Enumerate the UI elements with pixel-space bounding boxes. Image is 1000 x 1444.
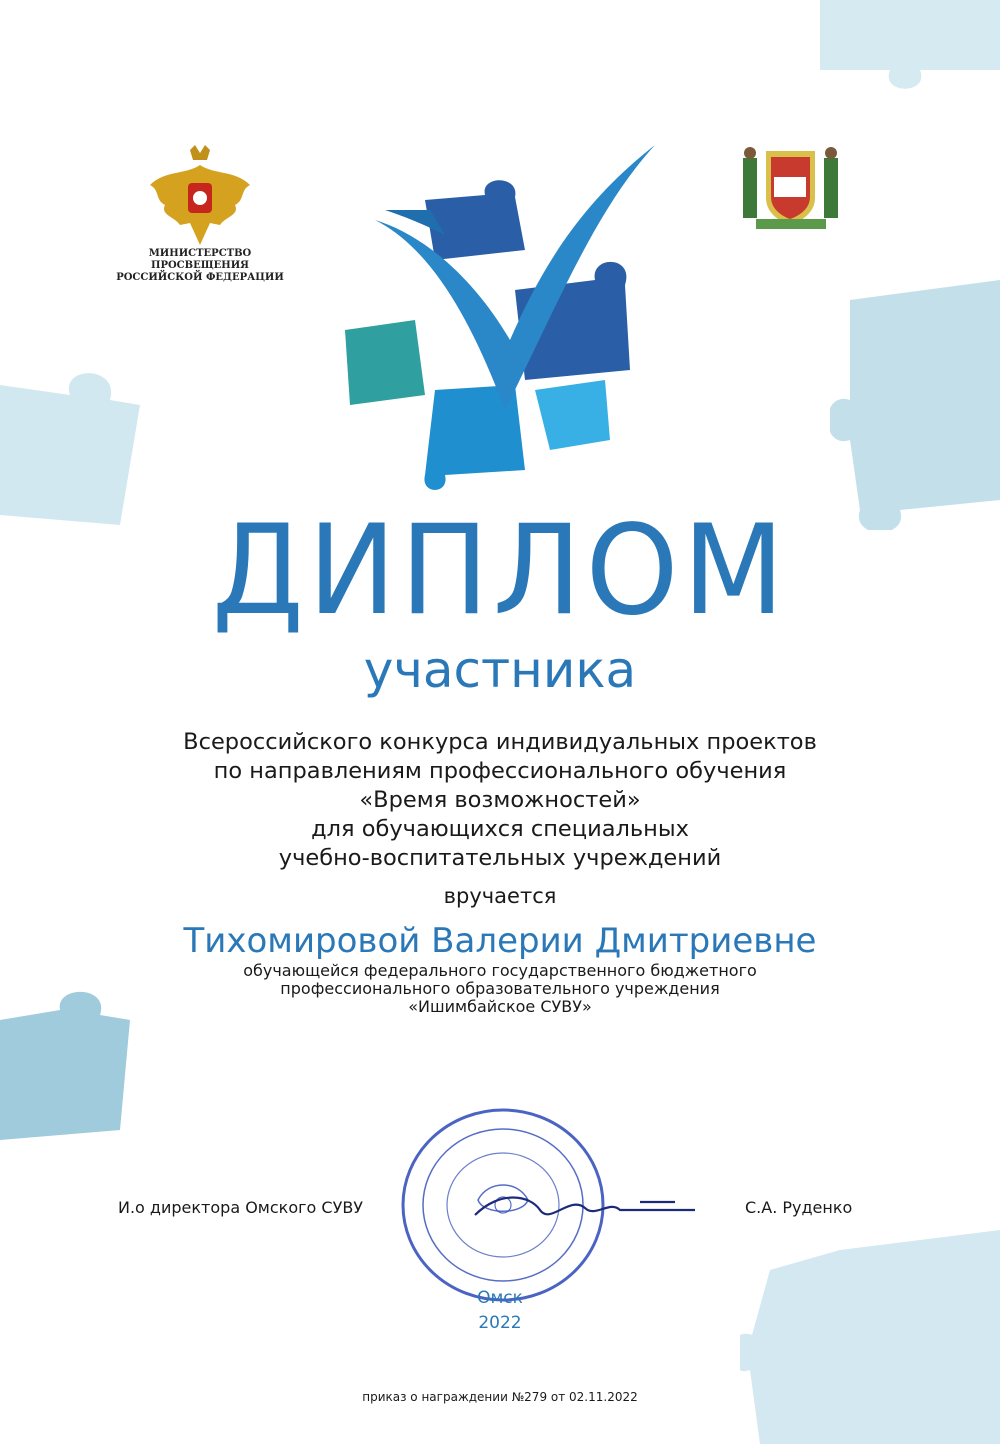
director-signature bbox=[470, 1180, 700, 1240]
omsk-coat-of-arms-icon bbox=[738, 143, 843, 233]
institution-line: обучающейся федерального государственного бюджетного bbox=[243, 961, 757, 980]
city-label: Омск bbox=[477, 1288, 523, 1308]
contest-line: для обучающихся специальных bbox=[311, 816, 689, 842]
contest-line: Всероссийского конкурса индивидуальных проектов bbox=[183, 729, 817, 755]
puzzle-piece-right-decoration bbox=[830, 240, 1000, 530]
signatory-name: С.А. Руденко bbox=[745, 1198, 853, 1217]
diploma-title: ДИПЛОМ bbox=[211, 497, 789, 643]
diploma-subtitle: участника bbox=[363, 641, 637, 699]
contest-line: по направлениям профессионального обучения bbox=[213, 758, 787, 784]
awarded-label: вручается bbox=[443, 884, 557, 908]
contest-line: учебно-воспитательных учреждений bbox=[278, 845, 722, 871]
contest-description bbox=[0, 728, 1000, 873]
puzzle-piece-bottom-right-decoration bbox=[740, 1230, 1000, 1444]
recipient-institution bbox=[0, 962, 1000, 1016]
institution-line: «Ишимбайское СУВУ» bbox=[408, 997, 592, 1016]
ministry-name-line2: РОССИЙСКОЙ ФЕДЕРАЦИИ bbox=[116, 272, 284, 283]
contest-line: «Время возможностей» bbox=[359, 787, 641, 813]
ministry-eagle-emblem-icon bbox=[145, 145, 255, 250]
year-label: 2022 bbox=[478, 1313, 522, 1333]
puzzle-piece-top-right-decoration bbox=[780, 0, 1000, 90]
signatory-position: И.о директора Омского СУВУ bbox=[118, 1198, 364, 1217]
ministry-name-line1: МИНИСТЕРСТВО ПРОСВЕЩЕНИЯ bbox=[148, 248, 252, 271]
recipient-name: Тихомировой Валерии Дмитриевне bbox=[183, 921, 817, 961]
institution-line: профессионального образовательного учреждения bbox=[280, 979, 720, 998]
contest-logo bbox=[325, 140, 655, 495]
order-note: приказ о награждении №279 от 02.11.2022 bbox=[362, 1390, 638, 1404]
ministry-name bbox=[100, 248, 300, 284]
